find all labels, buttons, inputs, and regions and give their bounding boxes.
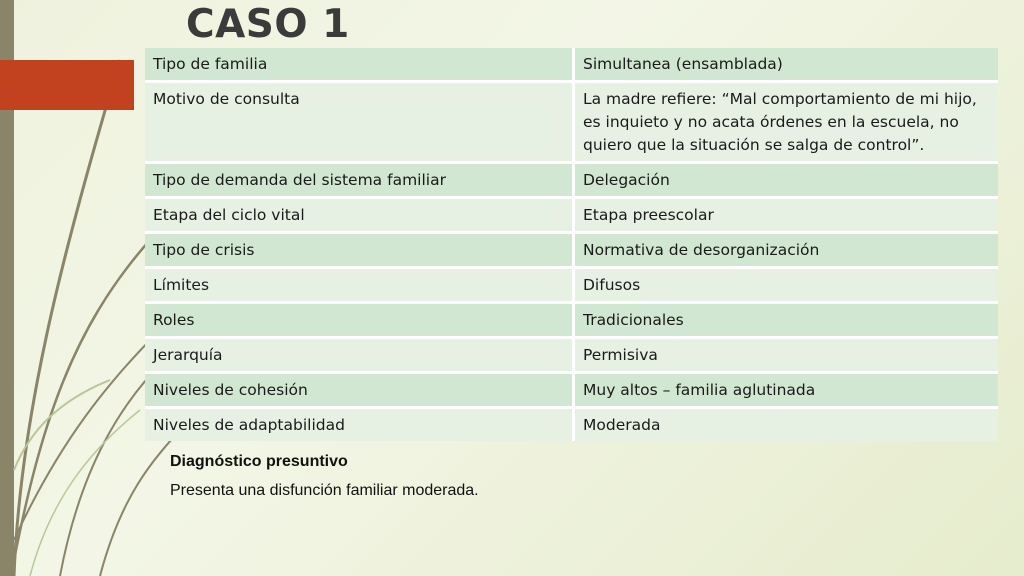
table-row	[145, 163, 998, 198]
row-value: Etapa preescolar	[574, 198, 999, 233]
table-row	[145, 198, 998, 233]
row-label: Roles	[145, 303, 574, 338]
row-value: Delegación	[574, 163, 999, 198]
table-row	[145, 338, 998, 373]
table-row	[145, 268, 998, 303]
row-label: Etapa del ciclo vital	[145, 198, 574, 233]
table-row	[145, 82, 998, 163]
row-value: Tradicionales	[574, 303, 999, 338]
table-row	[145, 373, 998, 408]
row-label: Límites	[145, 268, 574, 303]
row-value: Difusos	[574, 268, 999, 303]
row-label: Tipo de familia	[145, 48, 574, 82]
row-label: Motivo de consulta	[145, 82, 574, 163]
row-value: La madre refiere: “Mal comportamiento de mi hijo, es inquieto y no acata órdenes en la escuela, no quiero que la situación se salga de control”.	[574, 82, 999, 163]
row-label: Niveles de cohesión	[145, 373, 574, 408]
row-value: Permisiva	[574, 338, 999, 373]
row-label: Tipo de demanda del sistema familiar	[145, 163, 574, 198]
row-label: Tipo de crisis	[145, 233, 574, 268]
table-row	[145, 303, 998, 338]
table-row	[145, 408, 998, 442]
row-value: Normativa de desorganización	[574, 233, 999, 268]
table-row	[145, 48, 998, 82]
row-label: Niveles de adaptabilidad	[145, 408, 574, 442]
row-value: Simultanea (ensamblada)	[574, 48, 999, 82]
case-info-table	[145, 48, 998, 441]
diagnosis-text: Presenta una disfunción familiar moderada.	[170, 482, 479, 499]
diagnosis-heading: Diagnóstico presuntivo	[170, 453, 348, 470]
row-label: Jerarquía	[145, 338, 574, 373]
slide-title: CASO 1	[186, 2, 350, 47]
row-value: Moderada	[574, 408, 999, 442]
row-value: Muy altos – familia aglutinada	[574, 373, 999, 408]
table-row	[145, 233, 998, 268]
red-accent-tab	[0, 60, 134, 110]
